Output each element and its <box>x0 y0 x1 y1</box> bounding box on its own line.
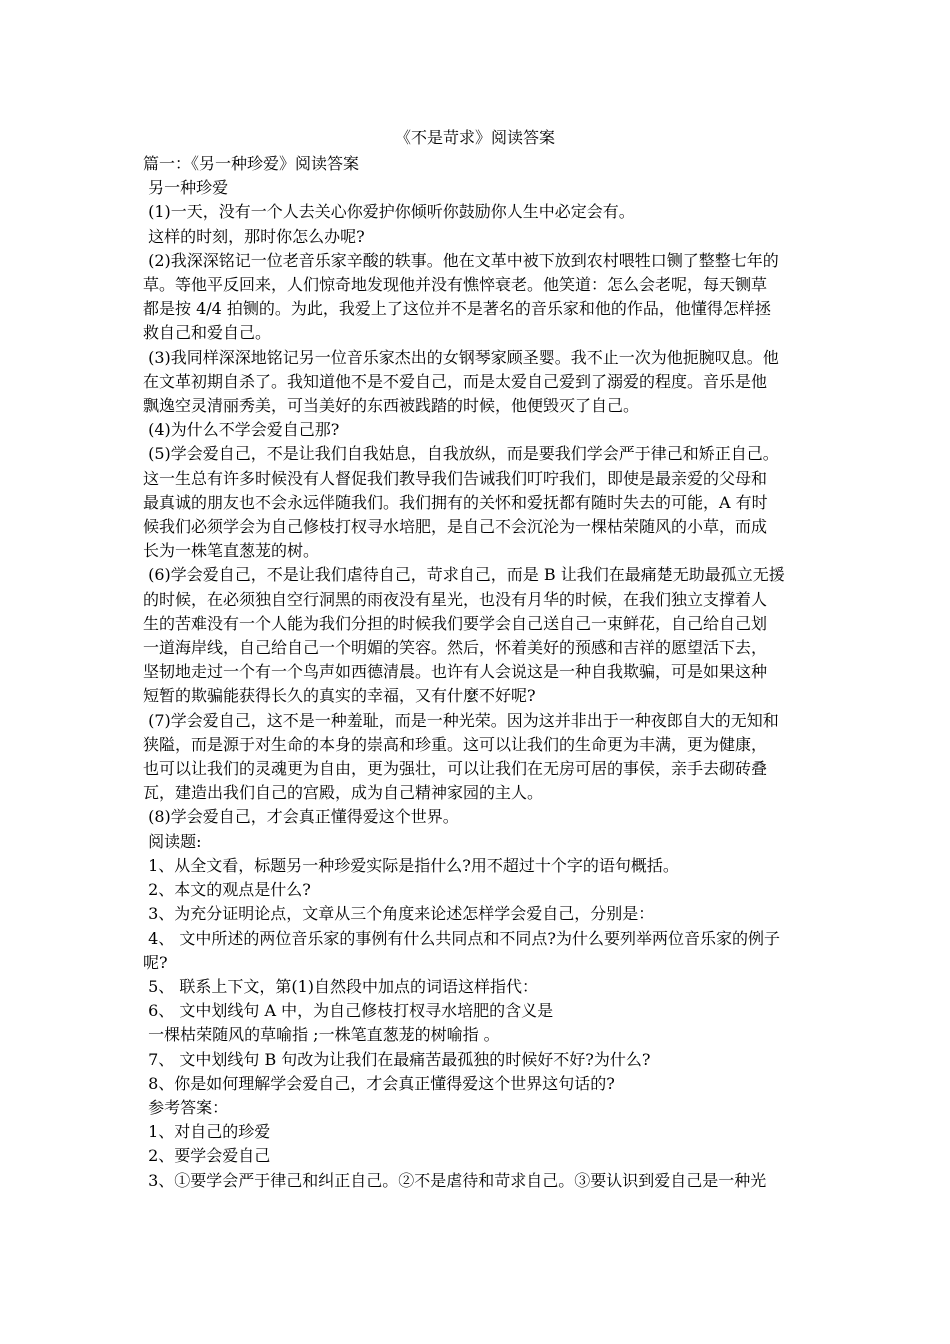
text-line: 救自己和爱自己。 <box>143 323 272 343</box>
text-line: 参考答案： <box>143 1097 229 1117</box>
text-line: 这样的时刻，那时你怎么办呢? <box>143 226 365 246</box>
text-line: (6)学会爱自己，不是让我们虐待自己，苛求自己，而是 B 让我们在最痛楚无助最孤立无援 <box>143 565 785 585</box>
text-line: (2)我深深铭记一位老音乐家辛酸的轶事。他在文革中被下放到农村喂牲口铡了整整七年的 <box>143 250 779 270</box>
text-line: 狭隘，而是源于对生命的本身的崇高和珍重。这可以让我们的生命更为丰满，更为健康， <box>143 734 768 754</box>
text-line: 2、本文的观点是什么? <box>143 880 311 900</box>
text-line: (5)学会爱自己，不是让我们自我姑息，自我放纵，而是要我们学会严于律己和矫正自己。 <box>143 444 779 464</box>
text-line: (8)学会爱自己，才会真正懂得爱这个世界。 <box>143 807 459 827</box>
text-line: (3)我同样深深地铭记另一位音乐家杰出的女钢琴家顾圣婴。我不止一次为他扼腕叹息。他 <box>143 347 779 367</box>
text-line: 在文革初期自杀了。我知道他不是不爱自己，而是太爱自己爱到了溺爱的程度。音乐是他 <box>143 371 768 391</box>
text-line: 2、要学会爱自己 <box>143 1146 271 1166</box>
text-line: 另一种珍爱 <box>143 178 229 198</box>
text-line: 都是按 4/4 拍铡的。为此，我爱上了这位并不是著名的音乐家和他的作品，他懂得怎样拯 <box>143 299 771 319</box>
text-line: 7、 文中划线句 B 句改为让我们在最痛苦最孤独的时候好不好?为什么? <box>143 1049 651 1069</box>
text-line: 生的苦难没有一个人能为我们分担的时候我们要学会自己送自己一束鲜花，自己给自己划 <box>143 613 768 633</box>
text-line: 呢? <box>143 952 168 972</box>
text-line: 短暂的欺骗能获得长久的真实的幸福，又有什麼不好呢? <box>143 686 536 706</box>
text-line: 5、 联系上下文，第(1)自然段中加点的词语这样指代： <box>143 976 539 996</box>
text-line: 阅读题: <box>143 831 202 851</box>
text-line: 一棵枯荣随风的草喻指 ;一株笔直葱茏的树喻指 。 <box>143 1025 500 1045</box>
text-line: (4)为什么不学会爱自己那? <box>143 420 340 440</box>
text-line: 8、你是如何理解学会爱自己，才会真正懂得爱这个世界这句话的? <box>143 1073 615 1093</box>
text-line: 的时候，在必须独自空行洞黑的雨夜没有星光，也没有月华的时候，在我们独立支撑着人 <box>143 589 768 609</box>
text-line: 长为一株笔直葱茏的树。 <box>143 541 320 561</box>
text-line: (7)学会爱自己，这不是一种羞耻，而是一种光荣。因为这并非出于一种夜郎自大的无知和 <box>143 710 779 730</box>
text-line: 一道海岸线，自己给自己一个明媚的笑容。然后，怀着美好的预感和吉祥的愿望活下去， <box>143 638 768 658</box>
text-line: 飘逸空灵清丽秀美，可当美好的东西被践踏的时候，他便毁灭了自己。 <box>143 396 640 416</box>
text-line: 坚韧地走过一个有一个鸟声如西德清晨。也许有人会说这是一种自我欺骗，可是如果这种 <box>143 662 768 682</box>
text-line: 瓦，建造出我们自己的宫殿，成为自己精神家园的主人。 <box>143 783 544 803</box>
text-line: (1)一天，没有一个人去关心你爱护你倾听你鼓励你人生中必定会有。 <box>143 202 635 222</box>
text-line: 草。等他平反回来，人们惊奇地发现他并没有憔悴衰老。他笑道：怎么会老呢，每天铡草 <box>143 275 768 295</box>
text-line: 1、对自己的珍爱 <box>143 1122 271 1142</box>
text-line: 3、①要学会严于律己和纠正自己。②不是虐待和苛求自己。③要认识到爱自己是一种光 <box>143 1170 767 1190</box>
text-line: 也可以让我们的灵魂更为自由，更为强壮，可以让我们在无房可居的事侯，亲手去砌砖叠 <box>143 759 768 779</box>
text-line: 候我们必须学会为自己修枝打杈寻水培肥，是自己不会沉沦为一棵枯荣随风的小草，而成 <box>143 517 768 537</box>
text-line: 3、为充分证明论点，文章从三个角度来论述怎样学会爱自己，分别是： <box>143 904 655 924</box>
text-line: 篇一：《另一种珍爱》阅读答案 <box>143 154 360 173</box>
text-line: 1、从全文看，标题另一种珍爱实际是指什么?用不超过十个字的语句概括。 <box>143 855 679 875</box>
document-body <box>143 152 811 1193</box>
text-line: 6、 文中划线句 A 中，为自己修枝打杈寻水培肥的含义是 <box>143 1001 554 1021</box>
document-title: 《不是苛求》阅读答案 <box>394 128 555 147</box>
text-line: 这一生总有许多时候没有人督促我们教导我们告诫我们叮咛我们，即使是最亲爱的父母和 <box>143 468 768 488</box>
text-line: 4、 文中所述的两位音乐家的事例有什么共同点和不同点?为什么要列举两位音乐家的例子 <box>143 928 780 948</box>
text-line: 最真诚的朋友也不会永远伴随我们。我们拥有的关怀和爱抚都有随时失去的可能，A 有时 <box>143 492 768 512</box>
